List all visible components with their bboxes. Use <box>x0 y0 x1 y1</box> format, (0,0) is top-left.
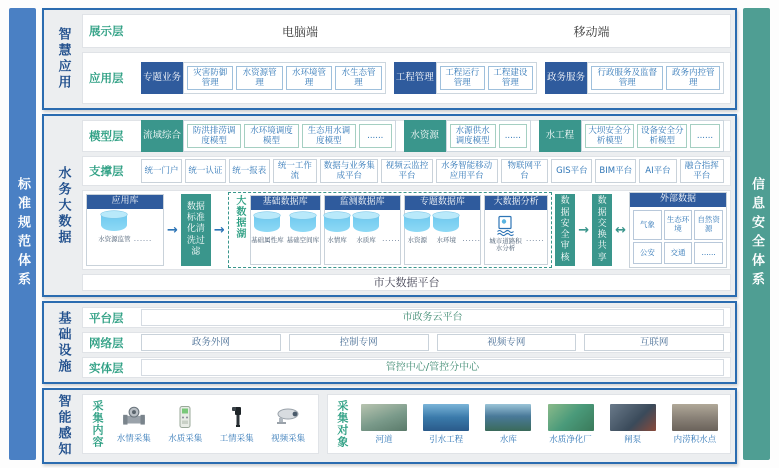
security-system-bar <box>743 8 770 460</box>
model-item: 水源供水调度模型 <box>450 124 496 148</box>
support-layer-row <box>82 156 731 186</box>
support-item: 数据与业务集成平台 <box>320 159 378 183</box>
camera-icon <box>274 404 302 430</box>
model-group-water-resource <box>404 120 531 152</box>
cylinder-label: 水环境 <box>436 235 457 244</box>
standards-system-bar <box>9 8 36 460</box>
model-item: 水环境调度模型 <box>244 124 298 148</box>
model-group-header: 水资源 <box>404 120 446 152</box>
bigdata-analysis-box <box>484 195 548 265</box>
flow-arrow-icon: → <box>213 222 225 238</box>
flow-arrow-icon: → <box>578 222 590 238</box>
network-item: 控制专网 <box>289 334 429 351</box>
support-item: 物联网平台 <box>501 159 549 183</box>
ellipsis: ...... <box>133 233 152 243</box>
thematic-database-box <box>404 195 481 265</box>
support-item: 融合指挥平台 <box>680 159 724 183</box>
display-layer-label: 展示层 <box>89 24 124 38</box>
database-cylinder-icon <box>324 215 350 232</box>
app-group-engineering <box>394 62 537 94</box>
collection-content-item: 工情采集 <box>220 404 254 444</box>
ellipsis: ...... <box>382 233 401 243</box>
water-quality-meter-icon <box>173 404 197 430</box>
collection-content-item: 水情采集 <box>117 404 151 444</box>
data-security-audit-process: 数据安全审核 <box>555 194 575 266</box>
model-item: 大坝安全分析模型 <box>585 124 635 148</box>
collection-content-item: 视频采集 <box>271 404 305 444</box>
platform-layer-row <box>82 307 731 328</box>
support-item: BIM平台 <box>595 159 636 183</box>
waterlogging-point-photo <box>672 404 718 431</box>
support-item: 统一门户 <box>141 159 182 183</box>
data-exchange-share-process: 数据交换共享 <box>592 194 612 266</box>
bigdata-analysis-header: 大数据分析 <box>485 196 547 210</box>
data-cleaning-process: 数据标准化清洗过滤 <box>181 194 211 266</box>
model-group-basin <box>141 120 396 152</box>
basic-database-header: 基础数据库 <box>251 196 320 210</box>
network-layer-label: 网络层 <box>89 335 124 350</box>
model-item: 设备安全分析模型 <box>637 124 687 148</box>
mobile-terminal-label: 移动端 <box>573 24 610 39</box>
collection-object-item: 内涝积水点 <box>672 404 718 445</box>
reservoir-photo <box>485 404 531 431</box>
app-item: 行政服务及监督管理 <box>591 66 664 90</box>
network-item: 政务外网 <box>141 334 281 351</box>
app-item: 灾害防御管理 <box>187 66 233 90</box>
model-item: 防洪排涝调度模型 <box>187 124 241 148</box>
app-group-header: 政务服务 <box>545 62 587 94</box>
cylinder-label: 基础属性库 <box>251 235 284 244</box>
collection-object-item: 河道 <box>361 404 407 445</box>
big-data-lake-label: 大数据湖 <box>233 195 245 239</box>
external-data-item: 交通 <box>664 242 693 264</box>
section-label-smart-perception: 智能感知 <box>55 394 71 458</box>
app-item: 水资源管理 <box>236 66 282 90</box>
external-data-item: 气象 <box>633 210 662 240</box>
support-item: 视频云监控平台 <box>381 159 432 183</box>
collection-object-item: 水质净化厂 <box>548 404 594 445</box>
cylinder-label: 水质库 <box>356 235 376 244</box>
section-water-bigdata <box>42 114 737 297</box>
database-cylinder-icon <box>353 215 379 232</box>
analysis-label: 城市道路积水分析 <box>489 236 522 253</box>
support-item: 统一认证 <box>185 159 226 183</box>
app-group-government <box>545 62 724 94</box>
external-data-item: 生态环境 <box>664 210 693 240</box>
security-system-label: 信息安全体系 <box>749 177 764 291</box>
app-item: 水环境管理 <box>286 66 332 90</box>
application-layer-label: 应用层 <box>89 71 124 85</box>
collection-content-label: 采集内容 <box>91 400 104 448</box>
database-cylinder-icon <box>404 215 430 232</box>
app-item: 水生态管理 <box>335 66 381 90</box>
model-item-ellipsis: ...... <box>690 124 720 148</box>
cylinder-label: 基础空间库 <box>286 235 320 244</box>
database-cylinder-icon <box>254 215 280 232</box>
support-item: 统一工作流 <box>273 159 317 183</box>
external-data-item: 公安 <box>633 242 662 264</box>
entity-layer-label: 实体层 <box>89 360 124 375</box>
database-cylinder-icon <box>433 215 459 232</box>
external-data-item-ellipsis: ...... <box>694 242 723 264</box>
basic-database-box <box>250 195 321 265</box>
water-diversion-photo <box>423 404 469 431</box>
application-layer-row <box>82 52 731 104</box>
app-group-header: 专题业务 <box>141 62 183 94</box>
database-cylinder-icon <box>290 215 316 232</box>
model-group-water-engineering <box>539 120 724 152</box>
application-database-box <box>86 194 164 266</box>
model-group-header: 流域综合 <box>141 120 183 152</box>
entity-layer-row <box>82 357 731 378</box>
monitoring-database-header: 监测数据库 <box>325 196 400 210</box>
section-smart-application <box>42 8 737 110</box>
flow-bidirectional-arrow-icon: ↔ <box>615 222 626 238</box>
app-item: 政务内控管理 <box>666 66 720 90</box>
model-item-ellipsis: ...... <box>499 124 527 148</box>
platform-layer-label: 平台层 <box>89 310 124 325</box>
big-data-lake <box>228 192 552 268</box>
section-label-infrastructure: 基础设施 <box>55 310 71 375</box>
application-database-header: 应用库 <box>87 195 163 209</box>
section-label-smart-application: 智慧应用 <box>55 27 71 91</box>
database-cylinder-icon <box>101 214 127 231</box>
sensor-probe-icon <box>227 404 247 430</box>
section-label-water-bigdata: 水务大数据 <box>55 165 71 246</box>
flow-arrow-icon: → <box>167 222 178 238</box>
model-item-ellipsis: ...... <box>359 124 392 148</box>
external-data-header: 外部数据 <box>630 193 726 207</box>
model-layer-row <box>82 120 731 152</box>
monitoring-database-box <box>324 195 401 265</box>
display-layer-row <box>82 14 731 48</box>
collection-content-item: 水质采集 <box>168 404 202 444</box>
support-layer-label: 支撑层 <box>89 164 124 178</box>
data-flow-row <box>82 190 731 270</box>
model-layer-label: 模型层 <box>89 129 124 143</box>
purification-plant-photo <box>548 404 594 431</box>
external-data-box <box>629 192 727 268</box>
standards-system-label: 标准规范体系 <box>15 177 30 291</box>
model-item: 生态用水调度模型 <box>302 124 356 148</box>
app-group-special-business <box>141 62 386 94</box>
collection-objects-box <box>327 394 731 454</box>
network-item: 互联网 <box>584 334 724 351</box>
gov-cloud-platform: 市政务云平台 <box>141 309 724 326</box>
section-infrastructure <box>42 301 737 384</box>
support-item: AI平台 <box>639 159 676 183</box>
flow-meter-icon <box>121 404 147 430</box>
network-layer-row <box>82 332 731 353</box>
app-item: 工程运行管理 <box>440 66 485 90</box>
ellipsis: ...... <box>462 233 481 243</box>
collection-object-item: 水库 <box>485 404 531 445</box>
support-item: 统一报表 <box>229 159 270 183</box>
pc-terminal-label: 电脑端 <box>281 24 318 39</box>
collection-object-item: 引水工程 <box>423 404 469 445</box>
support-item: 水务智能移动应用平台 <box>436 159 498 183</box>
cylinder-label: 水情库 <box>327 235 347 244</box>
city-bigdata-platform-bar: 市大数据平台 <box>82 274 731 291</box>
waterlogging-analysis-icon <box>494 215 516 237</box>
cylinder-label: 水资源 <box>407 235 428 244</box>
control-center: 管控中心/管控分中心 <box>141 359 724 376</box>
diagram-main <box>42 8 737 460</box>
section-smart-perception <box>42 388 737 464</box>
external-data-item: 自然资源 <box>694 210 723 240</box>
collection-objects-label: 采集对象 <box>335 400 349 448</box>
gate-pump-photo <box>610 404 656 431</box>
app-item: 工程建设管理 <box>488 66 533 90</box>
model-group-header: 水工程 <box>539 120 581 152</box>
thematic-database-header: 专题数据库 <box>405 196 480 210</box>
app-group-header: 工程管理 <box>394 62 436 94</box>
collection-content-box <box>82 394 319 454</box>
network-item: 视频专网 <box>437 334 577 351</box>
support-item: GIS平台 <box>551 159 592 183</box>
collection-object-item: 闸泵 <box>610 404 656 445</box>
cylinder-label: 水资源监管 <box>98 234 131 243</box>
river-photo <box>361 404 407 431</box>
ellipsis: ...... <box>525 233 545 243</box>
